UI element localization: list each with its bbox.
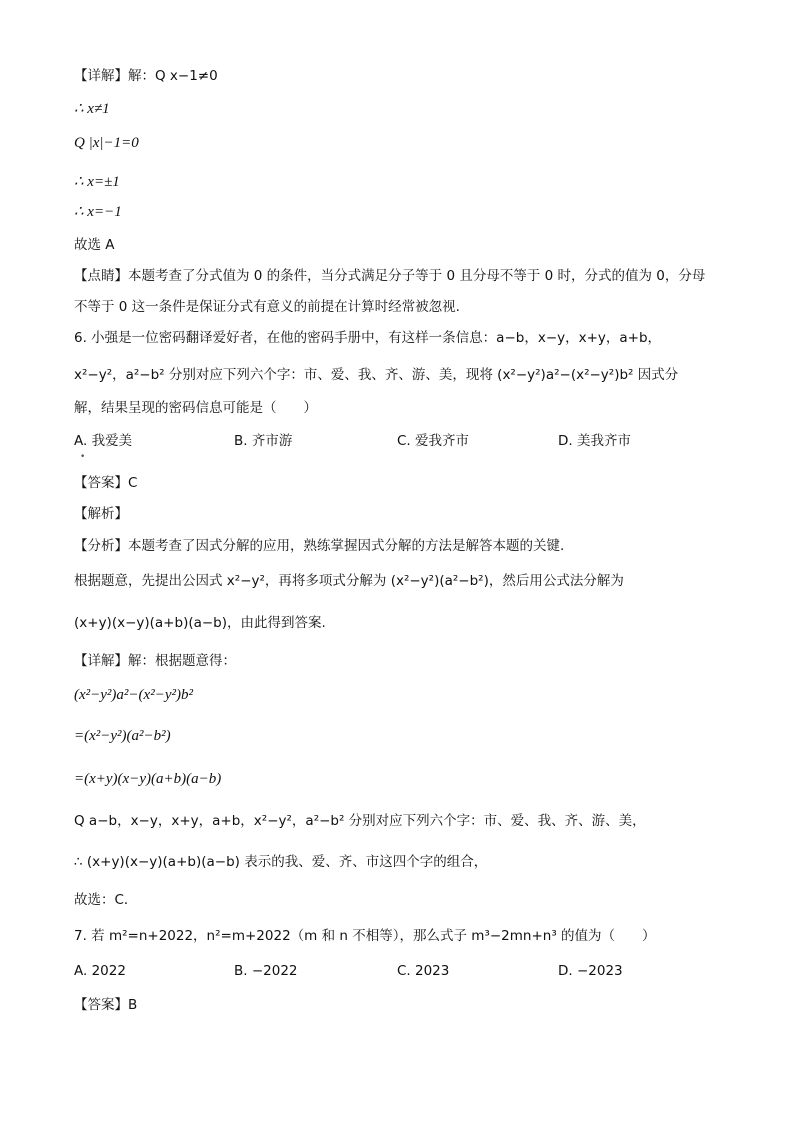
q6-option-a: A. 我爱美 [74, 433, 133, 449]
question-6-text: 解，结果呈现的密码信息可能是（ ） [74, 400, 317, 416]
detail-label-line: 【详解】解：Q x−1≠0 [74, 68, 218, 84]
q7-option-a: A. 2022 [74, 963, 126, 979]
math-line: (x²−y²)a²−(x²−y²)b² [74, 687, 193, 703]
answer-choice-line: 故选：C． [74, 892, 138, 908]
analysis-line: 【分析】本题考查了因式分解的应用，熟练掌握因式分解的方法是解答本题的关键. [74, 538, 565, 554]
analysis-label: 【解析】 [74, 506, 128, 522]
q7-option-d: D. −2023 [558, 963, 623, 979]
question-6-text: x²−y²，a²−b² 分别对应下列六个字：市、爱、我、齐、游、美，现将 (x²−y²)a²−(x²−y²)b² 因式分 [74, 367, 679, 383]
q6-option-c: C. 爱我齐市 [397, 433, 470, 449]
detail-line: Q a−b，x−y，x+y，a+b，x²−y²，a²−b² 分别对应下列六个字：市、爱、我、齐、游、美， [74, 813, 646, 829]
q7-option-c: C. 2023 [397, 963, 450, 979]
q6-option-b: B. 齐市游 [234, 433, 293, 449]
comment-line: 【点睛】本题考查了分式值为 0 的条件，当分式满足分子等于 0 且分母不等于 0 时，分式的值为 0，分母 [74, 268, 706, 284]
math-line: ∴ x=±1 [74, 174, 120, 190]
answer-line: 【答案】B [74, 997, 138, 1013]
q6-option-d: D. 美我齐市 [558, 433, 631, 449]
math-line: ∴ x=−1 [74, 204, 122, 220]
stray-dot: • [80, 452, 86, 462]
answer-line: 【答案】C [74, 475, 138, 491]
q7-option-b: B. −2022 [234, 963, 298, 979]
detail-label-line: 【详解】解：根据题意得： [74, 653, 236, 669]
analysis-line: 根据题意，先提出公因式 x²−y²，再将多项式分解为 (x²−y²)(a²−b²)，然后用公式法分解为 [74, 573, 624, 589]
analysis-line: (x+y)(x−y)(a+b)(a−b)，由此得到答案. [74, 615, 326, 631]
question-6-text: 6. 小强是一位密码翻译爱好者，在他的密码手册中，有这样一条信息：a−b，x−y，x+y，a+b， [74, 330, 662, 346]
detail-line: ∴ (x+y)(x−y)(a+b)(a−b) 表示的我、爱、齐、市这四个字的组合， [74, 854, 488, 870]
question-7-text: 7. 若 m²=n+2022，n²=m+2022（m 和 n 不相等），那么式子 m³−2mn+n³ 的值为（ ） [74, 928, 656, 944]
answer-choice-line: 故选 A [74, 237, 115, 253]
math-line: =(x²−y²)(a²−b²) [74, 728, 171, 744]
comment-line: 不等于 0 这一条件是保证分式有意义的前提在计算时经常被忽视. [74, 299, 460, 315]
math-line: =(x+y)(x−y)(a+b)(a−b) [74, 771, 222, 787]
math-line: Q |x|−1=0 [74, 135, 139, 151]
math-line: ∴ x≠1 [74, 101, 110, 117]
